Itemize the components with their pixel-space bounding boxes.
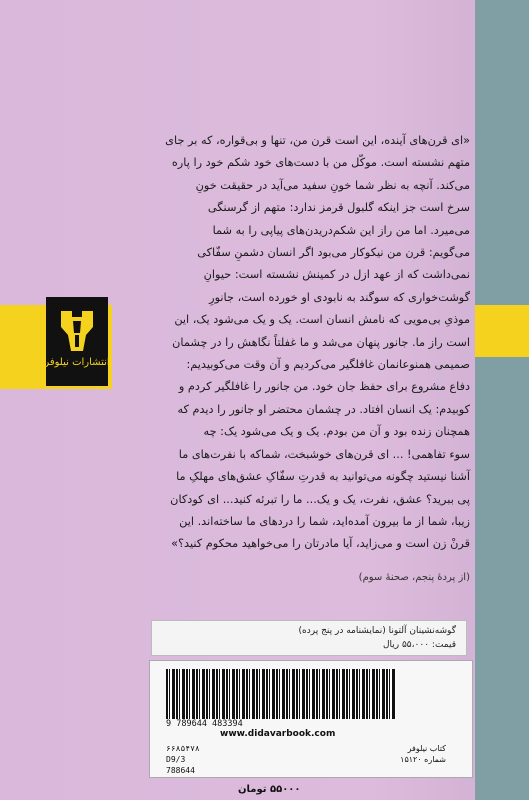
blurb-line: «ای قرن‌های آینده، این است قرن من، تنها و بی‌قواره، که بر جای bbox=[165, 134, 470, 147]
nilufar-logo-icon bbox=[59, 307, 95, 353]
sticker-meta-line: شماره ۱۵۱۲۰ bbox=[400, 755, 446, 764]
blurb-text bbox=[158, 130, 470, 556]
barcode bbox=[166, 669, 396, 719]
book-title-line: گوشه‌نشینان آلتونا (نمایشنامه در پنج پرده) bbox=[298, 626, 456, 636]
blurb-line: می‌کند. آنچه به نظر شما خونِ سفید می‌آید در حقیقت خونِ bbox=[195, 178, 470, 192]
sticker-meta bbox=[400, 743, 446, 765]
blurb-line: است راز ما. جانور پنهان می‌شد و ما غفلتاً نگاهش را در چشمان bbox=[172, 335, 470, 349]
stock-codes bbox=[166, 743, 200, 776]
publisher-logo bbox=[46, 297, 108, 386]
isbn-number: 9 789644 483394 bbox=[166, 719, 243, 729]
blurb-line: سوء تفاهمی! ... ای قرن‌های خوشبخت، شماکه با نفرت‌های ما bbox=[178, 447, 470, 461]
blurb-line: پی ببرید؟ عشق، نفرت، یک و یک... ما را تبرئه کنید... ای کودکان bbox=[170, 492, 470, 506]
bookstore-website: www.didavarbook.com bbox=[220, 729, 336, 739]
blurb-line: آشنا نیستید چگونه می‌توانید به قدرتِ سفّاکِ عشق‌های مهلکِ ما bbox=[176, 470, 470, 484]
blurb-line: زیبا، شما از ما بیرون آمده‌اید، شما را دردهای ما ساخته‌اند. این bbox=[179, 514, 470, 528]
blurb-line: گوشت‌خواری که سوگند به نابودی او خورده است، جانورِ bbox=[209, 290, 470, 304]
blurb-line: سرخ است جز اینکه گلبول قرمز ندارد: متهم از گرسنگی bbox=[207, 201, 470, 215]
blurb-line: موذیِ بی‌مویی که نامش انسان است. یک و یک می‌شود یک، این bbox=[174, 313, 470, 327]
stock-code: D9/3 bbox=[166, 755, 186, 764]
blurb-line: کوبیدم: یک انسان افتاد. در چشمان محتضر او جانور را دیدم که bbox=[177, 402, 470, 416]
blurb-line: قرنْ زن است و می‌زاید، آیا مادرتان را می‌خواهید محکوم کنید؟» bbox=[171, 537, 470, 551]
blurb-line: صمیمی همنوعانمان غافلگیر می‌کردیم و آن وقت می‌کوبیدیم: bbox=[186, 358, 470, 372]
publisher-name: انتشارات نیلوفر bbox=[44, 357, 110, 368]
blurb-line: همچنان زنده بود و آن من بودم. یک و یک می‌شود یک: چه bbox=[203, 425, 470, 439]
stock-code: 788644 bbox=[166, 766, 195, 775]
blurb-source: (از پردهٔ پنجم، صحنهٔ سوم) bbox=[358, 572, 470, 583]
barcode-sticker bbox=[149, 660, 473, 778]
blurb-line: دفاع مشروع برای حفظ جان خود. من جانور را غافلگیر کردم و bbox=[178, 380, 470, 394]
price-rial-line: قیمت: ۵۵،۰۰۰ ریال bbox=[382, 640, 456, 650]
spine-yellow-band bbox=[475, 305, 529, 357]
price-sticker bbox=[151, 620, 467, 656]
stock-code: ۶۶۸۵۴۷۸ bbox=[166, 744, 200, 753]
blurb-line: متهم نشسته است. موکّل من با دست‌های خود شکم خود را پاره bbox=[171, 156, 470, 170]
cover-price: ۵۵۰۰۰ تومان bbox=[238, 784, 301, 795]
blurb-line: نمی‌داشت که از عهد ازل در کمینش نشسته است: حیوانِ bbox=[203, 268, 470, 282]
book-spine bbox=[475, 0, 529, 800]
blurb-line: می‌گویم: قرن من نیکوکار می‌بود اگر انسان دشمنِ سفّاکی bbox=[197, 246, 470, 260]
sticker-meta-line: کتاب نیلوفر bbox=[407, 744, 446, 753]
blurb-line: می‌میرد. اما من راز این شکم‌دریدن‌های پیاپی را به شما bbox=[212, 223, 470, 237]
